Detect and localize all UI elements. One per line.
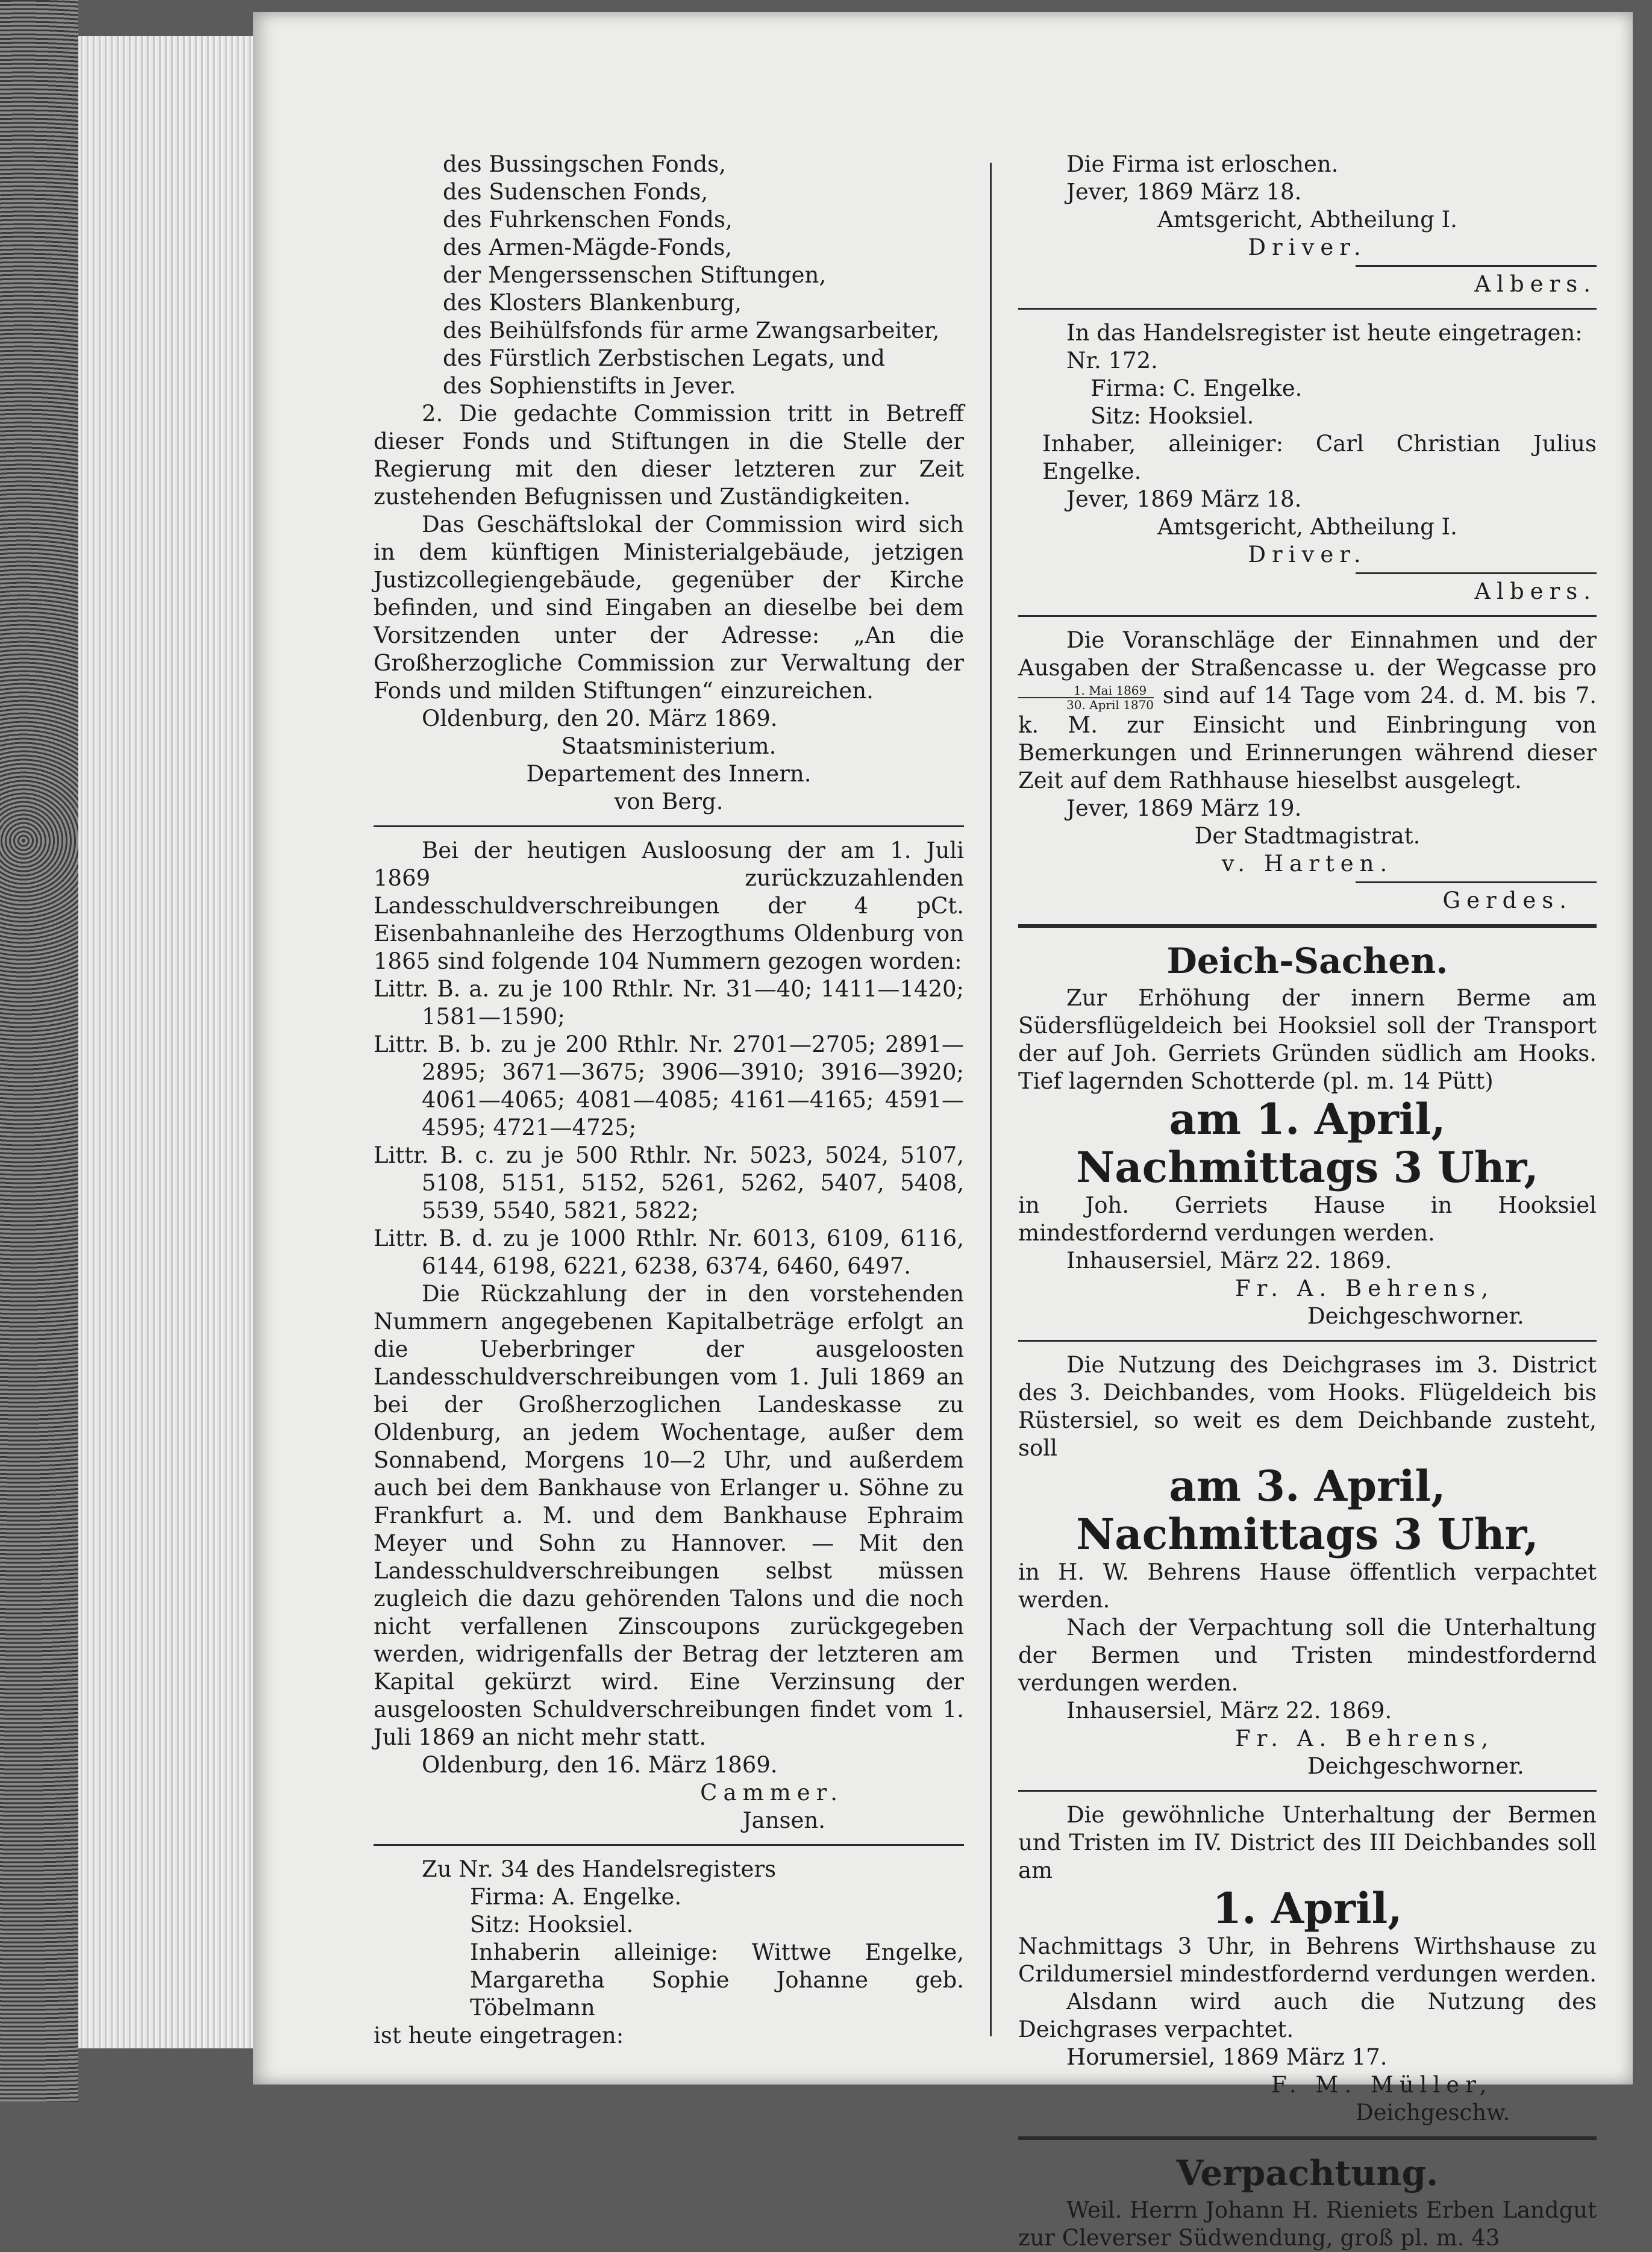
fund-item: des Sophienstifts in Jever. bbox=[443, 373, 736, 399]
clerk-signature: Albers. bbox=[1474, 271, 1597, 297]
register-firma: Firma: A. Engelke. bbox=[470, 1884, 682, 1910]
lottery-series-d: Littr. B. d. zu je 1000 Rthlr. Nr. 6013, 6109, 6116, 6144, 6198, 6221, 6238, 6374, 6460, 6497. bbox=[374, 1225, 964, 1279]
deich-notice-2: Die Nutzung des Deichgrases im 3. District des 3. Deichbandes, vom Hooks. Flügeldeich bis Rüstersiel, so weit es dem Deichbande zusteht, soll bbox=[1018, 1351, 1597, 1461]
signature-rule bbox=[1356, 881, 1597, 883]
section-rule bbox=[1018, 2136, 1597, 2140]
budget-period bbox=[1018, 684, 1154, 712]
magistrate: Der Stadtmagistrat. bbox=[1194, 822, 1421, 849]
signature-rule bbox=[1356, 572, 1597, 574]
heading-deich-sachen: Deich-Sachen. bbox=[1166, 940, 1448, 981]
left-column bbox=[374, 151, 964, 2050]
clerk-signature: Albers. bbox=[1474, 578, 1597, 604]
dateline: Inhausersiel, März 22. 1869. bbox=[1066, 1247, 1392, 1274]
court: Amtsgericht, Abtheilung I. bbox=[1157, 514, 1457, 540]
deich-notice-1: Zur Erhöhung der innern Berme am Südersflügeldeich bei Hooksiel soll der Transport der auf Joh. Gerriets Gründen südlich am Hooks. Tief lagernden Schotterde (pl. m. 14 Pütt) bbox=[1018, 984, 1597, 1094]
signature-title: Deichgeschworner. bbox=[1307, 1303, 1524, 1329]
right-column bbox=[1018, 151, 1597, 2252]
auction-time: Nachmittags 3 Uhr, bbox=[1076, 1509, 1539, 1559]
register-owner: Inhaber, alleiniger: Carl Christian Julius Engelke. bbox=[1042, 431, 1597, 484]
signature: Gerdes. bbox=[1442, 887, 1572, 913]
signature-title: Deichgeschworner. bbox=[1307, 1753, 1524, 1779]
budget-text-a: Die Voranschläge der Einnahmen und der Ausgaben der Straßencasse u. der Wegcasse pro bbox=[1018, 627, 1597, 681]
page-edges bbox=[78, 36, 259, 2048]
fund-item: des Beihülfsfonds für arme Zwangsarbeiter, bbox=[443, 317, 940, 343]
dateline: Jever, 1869 März 19. bbox=[1066, 795, 1302, 821]
dateline: Jever, 1869 März 18. bbox=[1066, 179, 1302, 205]
lottery-series-a: Littr. B. a. zu je 100 Rthlr. Nr. 31—40; 1411—1420; 1581—1590; bbox=[374, 976, 964, 1030]
auction-place: in Joh. Gerriets Hause in Hooksiel mindestfordernd verdungen werden. bbox=[1018, 1192, 1597, 1246]
auction-followup: Alsdann wird auch die Nutzung des Deichgrases verpachtet. bbox=[1018, 1988, 1597, 2042]
register-tail: ist heute eingetragen: bbox=[374, 2022, 624, 2048]
column-divider bbox=[990, 163, 992, 2036]
fund-list bbox=[374, 151, 964, 400]
dateline: Inhausersiel, März 22. 1869. bbox=[1066, 1697, 1392, 1724]
lottery-series-c: Littr. B. c. zu je 500 Rthlr. Nr. 5023, 5024, 5107, 5108, 5151, 5152, 5261, 5262, 5407, 5408, 5539, 5540, 5821, 5822; bbox=[374, 1142, 964, 1224]
auction-date: am 1. April, bbox=[1169, 1093, 1446, 1144]
section-rule bbox=[1018, 1340, 1597, 1342]
signature: Fr. A. Behrens, bbox=[1235, 1725, 1495, 1751]
fund-item: des Fürstlich Zerbstischen Legats, und bbox=[443, 345, 885, 371]
signature: F. M. Müller, bbox=[1271, 2071, 1493, 2098]
budget-text-b: sind auf 14 Tage vom 24. d. M. bis 7. k. M. zur Einsicht und Einbringung von Bemerkungen und Erinnerungen während dieser Zeit auf dem Rathhause hieselbst ausgelegt. bbox=[1018, 683, 1597, 793]
section-rule bbox=[1018, 308, 1597, 310]
section-rule bbox=[1018, 924, 1597, 928]
register-intro: Zu Nr. 34 des Handelsregisters bbox=[422, 1856, 777, 1882]
lease-notice: Weil. Herrn Johann H. Rieniets Erben Landgut zur Cleverser Südwendung, groß pl. m. 43 bbox=[1018, 2197, 1597, 2251]
signature: Fr. A. Behrens, bbox=[1235, 1275, 1495, 1301]
auction-time: Nachmittags 3 Uhr, bbox=[1076, 1142, 1539, 1192]
fund-item: des Sudenschen Fonds, bbox=[443, 179, 709, 205]
signature-title: Deichgeschw. bbox=[1356, 2099, 1510, 2125]
register-owner: Inhaberin alleinige: Wittwe Engelke, Margaretha Sophie Johanne geb. Töbelmann bbox=[470, 1939, 964, 2021]
firm-closed: Die Firma ist erloschen. bbox=[1066, 151, 1339, 177]
deich-notice-3: Die gewöhnliche Unterhaltung der Bermen und Tristen im IV. District des III Deichbandes soll am bbox=[1018, 1801, 1597, 1883]
judge-signature: Driver. bbox=[1248, 542, 1367, 568]
section-rule bbox=[1018, 615, 1597, 617]
lottery-intro: Bei der heutigen Ausloosung der am 1. Juli 1869 zurückzuzahlenden Landesschuldverschreibungen der 4 pCt. Eisenbahnanleihe des Herzogthums Oldenburg von 1865 sind folgende 104 Nummern gezogen worden: bbox=[374, 837, 964, 974]
signature: v. Harten. bbox=[1221, 850, 1394, 877]
section-rule bbox=[1018, 1790, 1597, 1792]
authority: Staatsministerium. bbox=[561, 733, 777, 759]
lottery-series-b: Littr. B. b. zu je 200 Rthlr. Nr. 2701—2705; 2891—2895; 3671—3675; 3906—3910; 3916—3920; 4061—4065; 4081—4085; 4161—4165; 4591—4595; 4721—4725; bbox=[374, 1031, 964, 1140]
register-firma: Firma: C. Engelke. bbox=[1090, 375, 1303, 401]
judge-signature: Driver. bbox=[1248, 234, 1367, 260]
fund-item: des Fuhrkenschen Fonds, bbox=[443, 207, 733, 233]
fund-item: des Armen-Mägde-Fonds, bbox=[443, 234, 732, 260]
dateline: Oldenburg, den 16. März 1869. bbox=[422, 1752, 778, 1778]
heading-verpachtung: Verpachtung. bbox=[1176, 2152, 1439, 2194]
signature-rule bbox=[1356, 265, 1597, 267]
auction-place: in H. W. Behrens Hause öffentlich verpachtet werden. bbox=[1018, 1559, 1597, 1613]
paragraph-commission: 2. Die gedachte Commission tritt in Betreff dieser Fonds und Stiftungen in die Stelle der Regierung mit den dieser letzteren zur Zeit zustehenden Befugnissen und Zuständigkeiten. bbox=[374, 401, 964, 510]
authority: Cammer. bbox=[700, 1780, 843, 1806]
register-sitz: Sitz: Hooksiel. bbox=[470, 1912, 634, 1938]
budget-notice bbox=[1018, 627, 1597, 795]
department: Departement des Innern. bbox=[526, 761, 812, 787]
court: Amtsgericht, Abtheilung I. bbox=[1157, 207, 1457, 233]
dateline: Oldenburg, den 20. März 1869. bbox=[422, 705, 778, 731]
budget-period-end: 30. April 1870 bbox=[1066, 697, 1154, 712]
auction-place: Nachmittags 3 Uhr, in Behrens Wirthshause zu Crildumersiel mindestfordernd verdungen werden. bbox=[1018, 1933, 1597, 1987]
dateline: Jever, 1869 März 18. bbox=[1066, 486, 1302, 512]
signature: von Berg. bbox=[614, 789, 724, 815]
dateline: Horumersiel, 1869 März 17. bbox=[1066, 2044, 1388, 2070]
book-spine bbox=[0, 0, 78, 2102]
section-rule bbox=[374, 825, 964, 827]
register-sitz: Sitz: Hooksiel. bbox=[1090, 403, 1254, 429]
auction-date: 1. April, bbox=[1212, 1883, 1403, 1933]
register-number: Nr. 172. bbox=[1066, 348, 1158, 374]
budget-period-start: 1. Mai 1869 bbox=[1018, 684, 1154, 698]
auction-followup: Nach der Verpachtung soll die Unterhaltung der Bermen und Tristen mindestfordernd verdungen werden. bbox=[1018, 1614, 1597, 1696]
paragraph-office: Das Geschäftslokal der Commission wird sich in dem künftigen Ministerialgebäude, jetzigen Justizcollegiengebäude, gegenüber der Kirche befinden, und sind Eingaben an dieselbe bei dem Vorsitzenden unter der Adresse: „An die Großherzogliche Commission zur Verwaltung der Fonds und milden Stiftungen“ einzureichen. bbox=[374, 511, 964, 704]
section-rule bbox=[374, 1844, 964, 1846]
fund-item: der Mengerssenschen Stiftungen, bbox=[443, 262, 827, 288]
auction-date: am 3. April, bbox=[1169, 1460, 1446, 1511]
fund-item: des Bussingschen Fonds, bbox=[443, 151, 726, 177]
signature: Jansen. bbox=[742, 1807, 825, 1833]
fund-item: des Klosters Blankenburg, bbox=[443, 290, 742, 316]
repayment-paragraph: Die Rückzahlung der in den vorstehenden Nummern angegebenen Kapitalbeträge erfolgt an die Ueberbringer der ausgeloosten Landesschuldverschreibungen vom 1. Juli 1869 an bei der Großherzoglichen Landeskasse zu Oldenburg, an jedem Wochentage, außer dem Sonnabend, Morgens 10—2 Uhr, und außerdem auch bei dem Bankhause von Erlanger u. Söhne zu Frankfurt a. M. und dem Bankhause Ephraim Meyer und Sohn zu Hannover. — Mit den Landesschuldverschreibungen selbst müssen zugleich die dazu gehörenden Talons und die noch nicht verfallenen Zinscoupons zurückgegeben werden, widrigenfalls der Betrag der letzteren am Kapital gekürzt wird. Eine Verzinsung der ausgeloosten Schuldverschreibungen findet vom 1. Juli 1869 an nicht mehr statt. bbox=[374, 1281, 964, 1750]
register-intro: In das Handelsregister ist heute eingetragen: bbox=[1066, 320, 1583, 346]
